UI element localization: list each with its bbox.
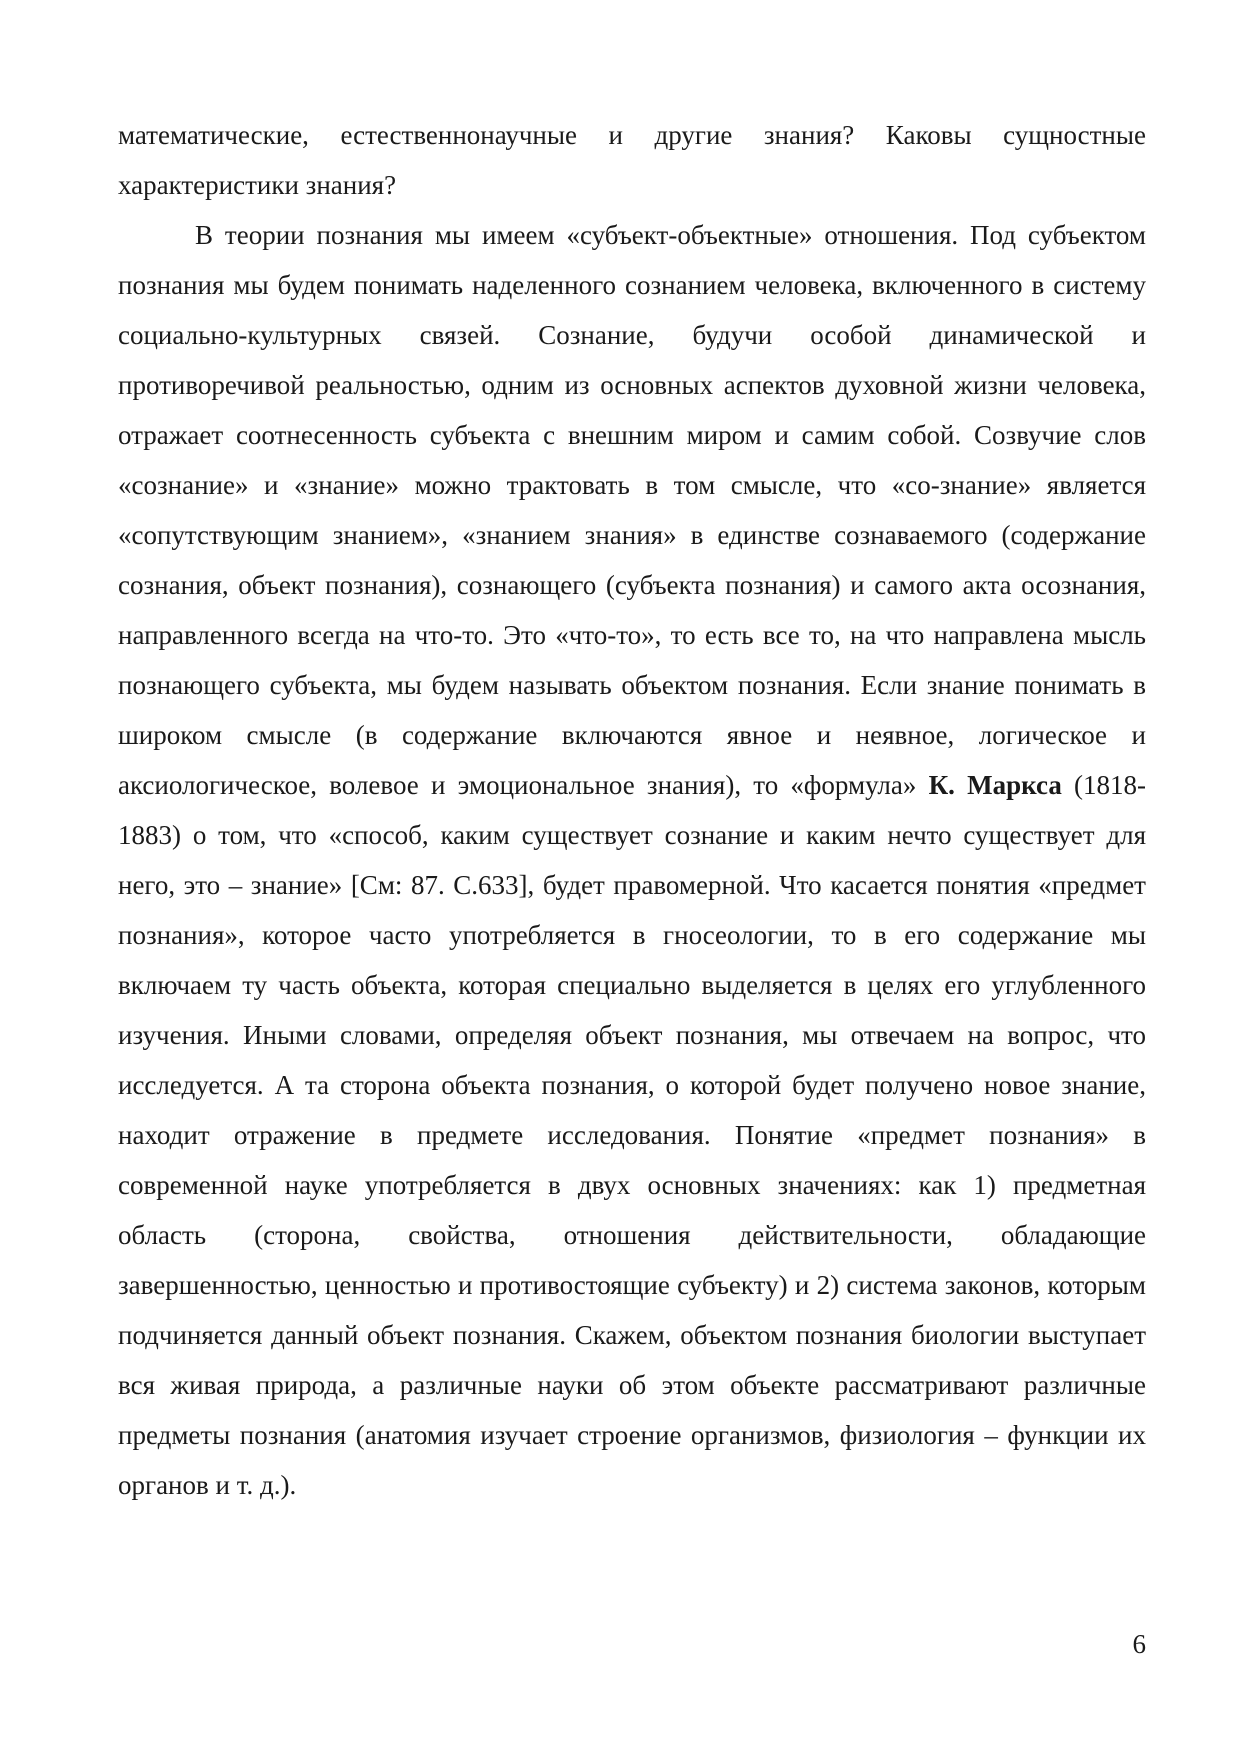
paragraph-main-text-end: (1818-1883) о том, что «способ, каким существует сознание и каким нечто существует для него, это – знание» [См: 87. С.633], будет правомерной. Что касается понятия «предмет познания», которое часто употребляется в гносеологии, то в его содержание мы включаем ту часть объекта, которая специально выделяется в целях его углубленного изучения. Иными словами, определяя объект познания, мы отвечаем на вопрос, что исследуется. А та сторона объекта познания, о которой будет получено новое знание, находит отражение в предмете исследования. Понятие «предмет познания» в современной науке употребляется в двух основных значениях: как 1) предметная область (сторона, свойства, отношения действительности, обладающие завершенностью, ценностью и противостоящие субъекту) и 2) система законов, которым подчиняется данный объект познания. Скажем, объектом познания биологии выступает вся живая природа, а различные науки об этом объекте рассматривают различные предметы познания (анатомия изучает строение организмов, физиология – функции их органов и т. д.).	[118, 770, 1147, 1500]
paragraph-main-text-start: В теории познания мы имеем «субъект-объектные» отношения. Под субъектом познания мы будем понимать наделенного сознанием человека, включенного в систему социально-культурных связей. Сознание, будучи особой динамической и противоречивой реальностью, одним из основных аспектов духовной жизни человека, отражает соотнесенность субъекта с внешним миром и самим собой. Созвучие слов «сознание» и «знание» можно трактовать в том смысле, что «со-знание» является «сопутствующим знанием», «знанием знания» в единстве сознаваемого (содержание сознания, объект познания), сознающего (субъекта познания) и самого акта осознания, направленного всегда на что-то. Это «что-то», то есть все то, на что направлена мысль познающего субъекта, мы будем называть объектом познания. Если знание понимать в широком смысле (в содержание включаются явное и неявное, логическое и аксиологическое, волевое и эмоциональное знания), то «формула»	[118, 220, 1146, 800]
document-page	[118, 110, 1146, 1510]
paragraph-continuation: математические, естественнонаучные и другие знания? Каковы сущностные характеристики знания?	[118, 120, 1146, 200]
bold-author-name: К. Маркса	[928, 770, 1062, 800]
paragraph-main	[118, 210, 1146, 1510]
page-number: 6	[1132, 1629, 1146, 1659]
